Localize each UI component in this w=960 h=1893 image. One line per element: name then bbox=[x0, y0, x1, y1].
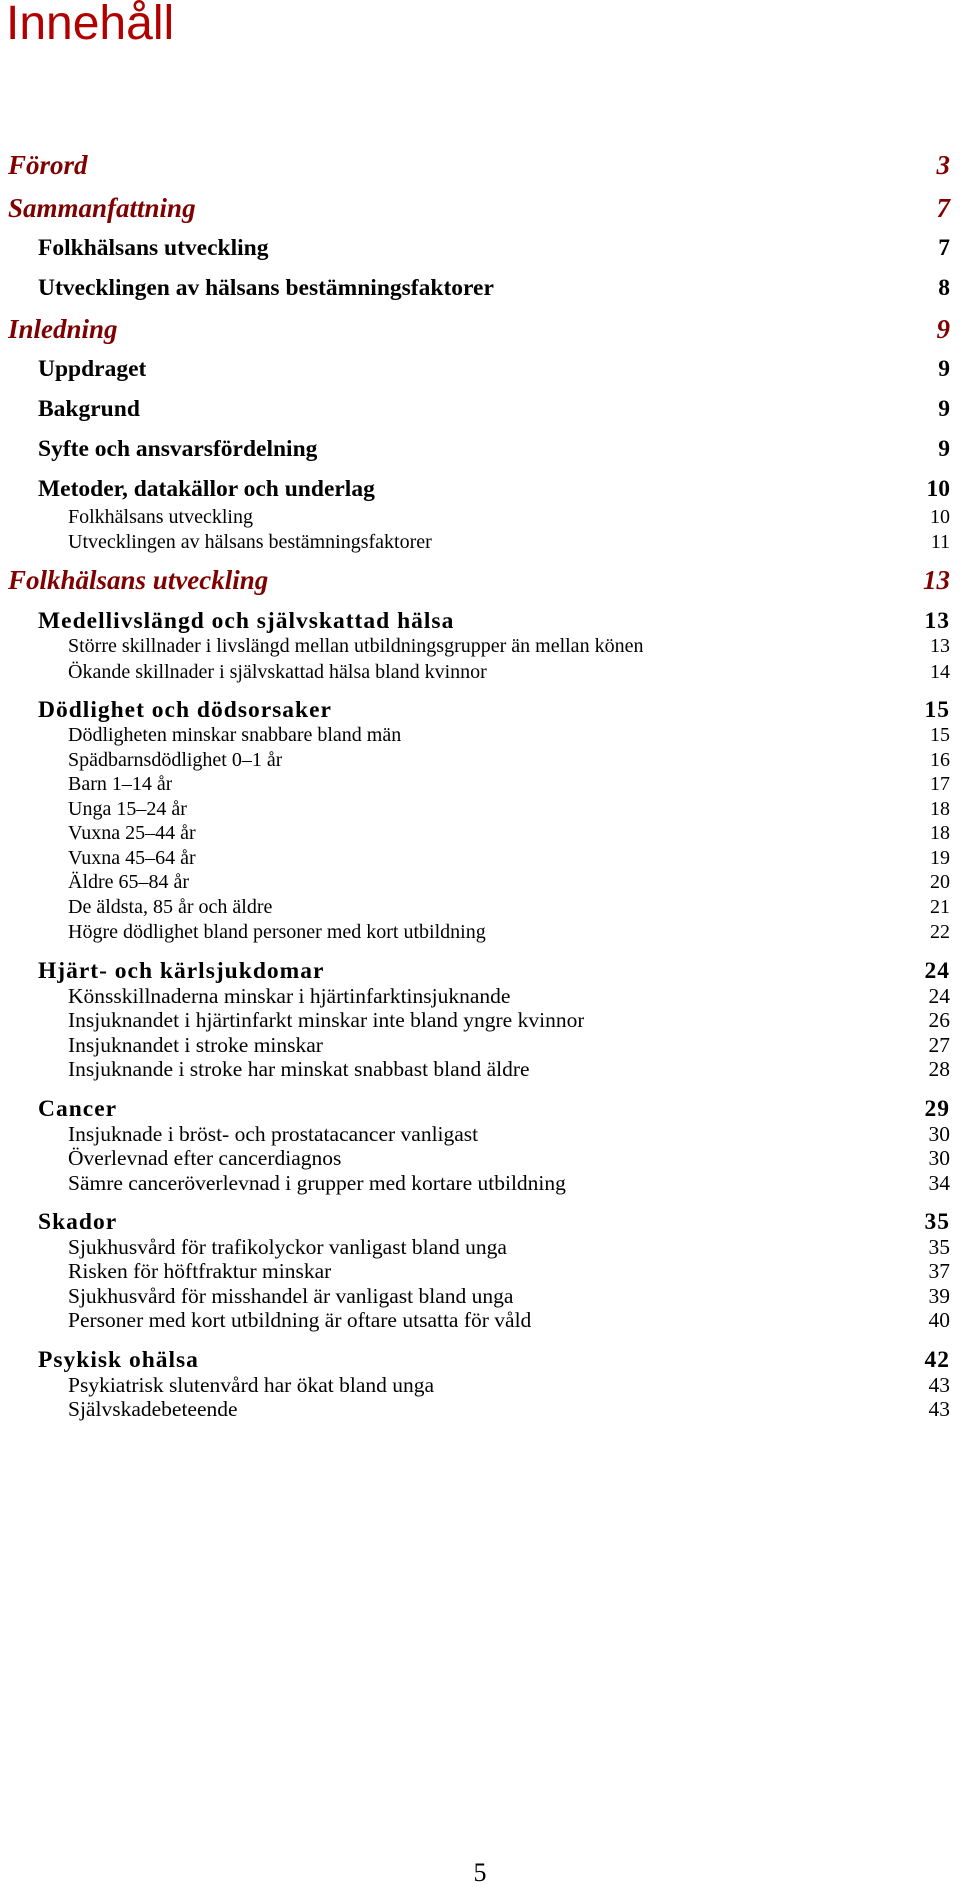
toc-title: Risken för höftfraktur minskar bbox=[68, 1259, 332, 1283]
toc-title: Insjuknade i bröst- och prostatacancer vanligast bbox=[68, 1122, 479, 1146]
toc-title: Folkhälsans utveckling bbox=[38, 235, 269, 261]
toc-title: Större skillnader i livslängd mellan utbildningsgrupper än mellan könen bbox=[68, 635, 644, 657]
toc-page: 8 bbox=[938, 275, 950, 301]
toc-subsection[interactable] bbox=[68, 661, 950, 684]
toc-page: 15 bbox=[930, 724, 950, 746]
toc-subsection[interactable] bbox=[68, 896, 950, 919]
toc-title: Unga 15–24 år bbox=[68, 798, 187, 820]
toc-subsection[interactable] bbox=[68, 871, 950, 894]
toc-chapter[interactable] bbox=[8, 314, 950, 345]
toc-subsection[interactable] bbox=[68, 773, 950, 796]
toc-page: 7 bbox=[938, 235, 950, 261]
toc-title: De äldsta, 85 år och äldre bbox=[68, 896, 273, 918]
toc-page: 18 bbox=[930, 822, 950, 844]
toc-section[interactable] bbox=[38, 1096, 950, 1123]
toc-page: 27 bbox=[928, 1033, 950, 1057]
toc-page: 9 bbox=[938, 396, 950, 422]
toc-subsection[interactable] bbox=[68, 798, 950, 821]
toc-subsection[interactable] bbox=[68, 984, 950, 1009]
toc-title: Folkhälsans utveckling bbox=[68, 506, 253, 528]
toc-page: 7 bbox=[936, 193, 950, 223]
toc-title: Dödlighet och dödsorsaker bbox=[38, 697, 332, 723]
toc-title: Syfte och ansvarsfördelning bbox=[38, 436, 318, 462]
toc-subsection[interactable] bbox=[68, 635, 950, 658]
toc-section[interactable] bbox=[38, 697, 950, 724]
page-number: 5 bbox=[473, 1858, 487, 1887]
toc-page: 10 bbox=[926, 476, 950, 502]
toc-title: Sammanfattning bbox=[8, 193, 196, 223]
page-title: Innehåll bbox=[6, 0, 175, 50]
toc-page: 35 bbox=[924, 1209, 950, 1235]
toc-section[interactable] bbox=[38, 396, 950, 423]
toc-page: 34 bbox=[928, 1171, 950, 1195]
toc-section[interactable] bbox=[38, 958, 950, 985]
toc-title: Äldre 65–84 år bbox=[68, 871, 190, 893]
toc-section[interactable] bbox=[38, 235, 950, 262]
toc-subsection[interactable] bbox=[68, 822, 950, 845]
toc-page: 40 bbox=[928, 1308, 950, 1332]
toc-subsection[interactable] bbox=[68, 531, 950, 554]
toc-title: Vuxna 25–44 år bbox=[68, 822, 196, 844]
toc-page: 24 bbox=[924, 958, 950, 984]
toc-title: Insjuknande i stroke har minskat snabbast bland äldre bbox=[68, 1057, 530, 1081]
toc-title: Barn 1–14 år bbox=[68, 773, 173, 795]
toc-page: 17 bbox=[930, 773, 950, 795]
toc-subsection[interactable] bbox=[68, 1235, 950, 1260]
toc-page: 13 bbox=[924, 608, 950, 634]
toc-page: 42 bbox=[924, 1347, 950, 1373]
toc-title: Folkhälsans utveckling bbox=[8, 565, 269, 595]
toc-page: 43 bbox=[928, 1397, 950, 1421]
toc-title: Könsskillnaderna minskar i hjärtinfarktinsjuknande bbox=[68, 984, 511, 1008]
toc-subsection[interactable] bbox=[68, 921, 950, 944]
toc-page: 11 bbox=[930, 531, 950, 553]
toc-title: Sjukhusvård för trafikolyckor vanligast bland unga bbox=[68, 1235, 507, 1259]
toc-page: 13 bbox=[923, 565, 950, 595]
toc-title: Överlevnad efter cancerdiagnos bbox=[68, 1146, 342, 1170]
toc-title: Insjuknandet i hjärtinfarkt minskar inte bland yngre kvinnor bbox=[68, 1008, 585, 1032]
toc-page: 29 bbox=[924, 1096, 950, 1122]
toc-title: Sjukhusvård för misshandel är vanligast bland unga bbox=[68, 1284, 514, 1308]
toc-title: Självskadebeteende bbox=[68, 1397, 238, 1421]
toc-subsection[interactable] bbox=[68, 1259, 950, 1284]
toc-title: Inledning bbox=[8, 314, 118, 344]
toc-subsection[interactable] bbox=[68, 724, 950, 747]
toc-subsection[interactable] bbox=[68, 749, 950, 772]
toc-title: Utvecklingen av hälsans bestämningsfaktorer bbox=[38, 275, 494, 301]
toc-title: Insjuknandet i stroke minskar bbox=[68, 1033, 323, 1057]
toc-page: 9 bbox=[936, 314, 950, 344]
toc-chapter[interactable] bbox=[8, 193, 950, 224]
toc-chapter[interactable] bbox=[8, 565, 950, 596]
toc-page: 14 bbox=[930, 661, 950, 683]
toc-section[interactable] bbox=[38, 275, 950, 302]
toc-title: Dödligheten minskar snabbare bland män bbox=[68, 724, 402, 746]
toc-title: Psykiatrisk slutenvård har ökat bland unga bbox=[68, 1373, 435, 1397]
toc-title: Förord bbox=[8, 150, 88, 180]
toc-title: Bakgrund bbox=[38, 396, 140, 422]
toc-chapter[interactable] bbox=[8, 150, 950, 181]
toc-title: Utvecklingen av hälsans bestämningsfaktorer bbox=[68, 531, 432, 553]
toc-page: 3 bbox=[936, 150, 950, 180]
toc-title: Psykisk ohälsa bbox=[38, 1347, 199, 1373]
toc-title: Ökande skillnader i självskattad hälsa bland kvinnor bbox=[68, 661, 487, 683]
toc-page: 15 bbox=[924, 697, 950, 723]
toc-page: 22 bbox=[930, 921, 950, 943]
toc-page: 13 bbox=[930, 635, 950, 657]
toc-page: 16 bbox=[930, 749, 950, 771]
toc-section[interactable] bbox=[38, 356, 950, 383]
toc-page: 43 bbox=[928, 1373, 950, 1397]
toc-title: Cancer bbox=[38, 1096, 118, 1122]
toc-subsection[interactable] bbox=[68, 1008, 950, 1033]
toc-page: 9 bbox=[938, 436, 950, 462]
toc-page: 26 bbox=[928, 1008, 950, 1032]
toc-page: 28 bbox=[928, 1057, 950, 1081]
toc-subsection[interactable] bbox=[68, 506, 950, 529]
toc-page: 21 bbox=[930, 896, 950, 918]
toc-page: 35 bbox=[928, 1235, 950, 1259]
toc-section[interactable] bbox=[38, 1347, 950, 1374]
toc-subsection[interactable] bbox=[68, 1308, 950, 1333]
toc-section[interactable] bbox=[38, 436, 950, 463]
toc-page: 19 bbox=[930, 847, 950, 869]
toc-page: 18 bbox=[930, 798, 950, 820]
toc-title: Högre dödlighet bland personer med kort utbildning bbox=[68, 921, 486, 943]
toc-title: Vuxna 45–64 år bbox=[68, 847, 196, 869]
toc-subsection[interactable] bbox=[68, 1373, 950, 1398]
toc-title: Uppdraget bbox=[38, 356, 147, 382]
toc-page: 9 bbox=[938, 356, 950, 382]
toc-section[interactable] bbox=[38, 608, 950, 635]
toc-subsection[interactable] bbox=[68, 1171, 950, 1196]
toc-title: Hjärt- och kärlsjukdomar bbox=[38, 958, 325, 984]
toc-page: 24 bbox=[928, 984, 950, 1008]
toc-title: Spädbarnsdödlighet 0–1 år bbox=[68, 749, 283, 771]
toc-subsection[interactable] bbox=[68, 1397, 950, 1422]
toc-page: 10 bbox=[930, 506, 950, 528]
toc-page: 30 bbox=[928, 1122, 950, 1146]
toc-subsection[interactable] bbox=[68, 1033, 950, 1058]
toc-subsection[interactable] bbox=[68, 1284, 950, 1309]
toc-title: Skador bbox=[38, 1209, 118, 1235]
toc-section[interactable] bbox=[38, 1209, 950, 1236]
toc-title: Sämre canceröverlevnad i grupper med kortare utbildning bbox=[68, 1171, 566, 1195]
toc-subsection[interactable] bbox=[68, 1122, 950, 1147]
toc-page: 30 bbox=[928, 1146, 950, 1170]
toc-page: 39 bbox=[928, 1284, 950, 1308]
toc-subsection[interactable] bbox=[68, 1057, 950, 1082]
toc-subsection[interactable] bbox=[68, 1146, 950, 1171]
toc-title: Personer med kort utbildning är oftare utsatta för våld bbox=[68, 1308, 532, 1332]
toc-title: Metoder, datakällor och underlag bbox=[38, 476, 375, 502]
toc-page: 20 bbox=[930, 871, 950, 893]
toc-title: Medellivslängd och självskattad hälsa bbox=[38, 608, 455, 634]
toc-page: 37 bbox=[928, 1259, 950, 1283]
toc-section[interactable] bbox=[38, 476, 950, 503]
toc-subsection[interactable] bbox=[68, 847, 950, 870]
